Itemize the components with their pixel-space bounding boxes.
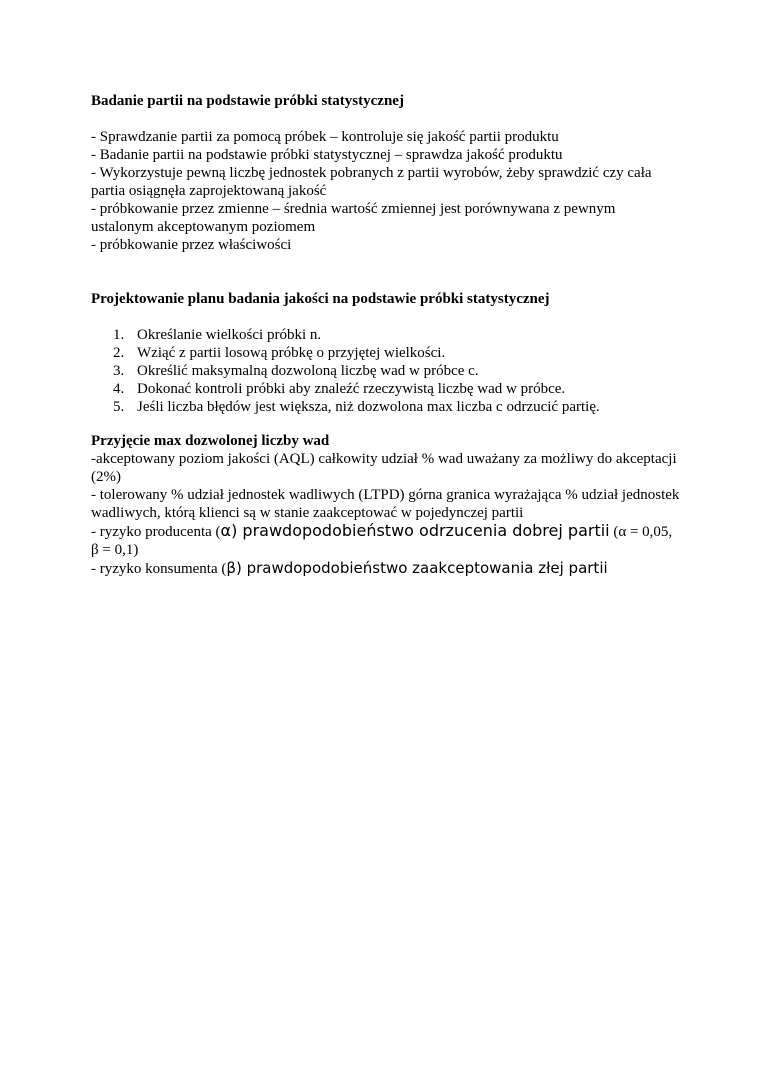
- list-item-text: Określanie wielkości próbki n.: [137, 327, 322, 343]
- aql-definition: -akceptowany poziom jakości (AQL) całkowity udział % wad uważany za możliwy do akceptacji (2%): [91, 451, 677, 485]
- section1-line: - próbkowanie przez zmienne – średnia wartość zmiennej jest porównywana z pewnym ustalonym akceptowanym poziomem: [91, 201, 616, 235]
- section3-title: Przyjęcie max dozwolonej liczby wad: [91, 433, 330, 449]
- list-item-number: 5.: [113, 399, 125, 415]
- producer-risk-prefix: - ryzyko producenta (: [91, 524, 221, 540]
- list-item-text: Jeśli liczba błędów jest większa, niż dozwolona max liczba c odrzucić partię.: [137, 399, 600, 415]
- list-item: [113, 398, 681, 416]
- section1-line: - próbkowanie przez właściwości: [91, 237, 292, 253]
- spacer: [91, 110, 681, 128]
- list-item-text: Wziąć z partii losową próbkę o przyjętej wielkości.: [137, 345, 446, 361]
- list-item-number: 2.: [113, 345, 125, 361]
- producer-risk-values: (α = 0,05, β = 0,1): [91, 524, 673, 558]
- list-item-number: 4.: [113, 381, 125, 397]
- list-item-number: 1.: [113, 327, 125, 343]
- consumer-risk: [91, 559, 681, 578]
- section1-title: Badanie partii na podstawie próbki statystycznej: [91, 93, 404, 109]
- document-content: [91, 92, 681, 578]
- spacer: [91, 254, 681, 290]
- consumer-risk-prefix: - ryzyko konsumenta (: [91, 561, 227, 577]
- spacer: [91, 308, 681, 326]
- list-item: [113, 380, 681, 398]
- consumer-risk-greek: β) prawdopodobieństwo zaakceptowania złej partii: [226, 559, 608, 577]
- section2-title: Projektowanie planu badania jakości na podstawie próbki statystycznej: [91, 291, 550, 307]
- producer-risk: [91, 522, 681, 559]
- section1-line: - Sprawdzanie partii za pomocą próbek – kontroluje się jakość partii produktu: [91, 129, 559, 145]
- section1-line: - Badanie partii na podstawie próbki statystycznej – sprawdza jakość produktu: [91, 147, 563, 163]
- producer-risk-greek: α) prawdopodobieństwo odrzucenia dobrej partii: [220, 521, 610, 540]
- list-item-text: Określić maksymalną dozwoloną liczbę wad w próbce c.: [137, 363, 479, 379]
- list-item: [113, 344, 681, 362]
- list-item-text: Dokonać kontroli próbki aby znaleźć rzeczywistą liczbę wad w próbce.: [137, 381, 566, 397]
- section1-line: - Wykorzystuje pewną liczbę jednostek pobranych z partii wyrobów, żeby sprawdzić czy cała partia osiągnęła zaprojektowaną jakość: [91, 165, 652, 199]
- list-item: [113, 362, 681, 380]
- ltpd-definition: - tolerowany % udział jednostek wadliwych (LTPD) górna granica wyrażająca % udział jednostek wadliwych, którą klienci są w stanie zaakceptować w pojedynczej partii: [91, 487, 680, 521]
- spacer: [91, 416, 681, 432]
- list-item-number: 3.: [113, 363, 125, 379]
- steps-list: [91, 326, 681, 416]
- list-item: [113, 326, 681, 344]
